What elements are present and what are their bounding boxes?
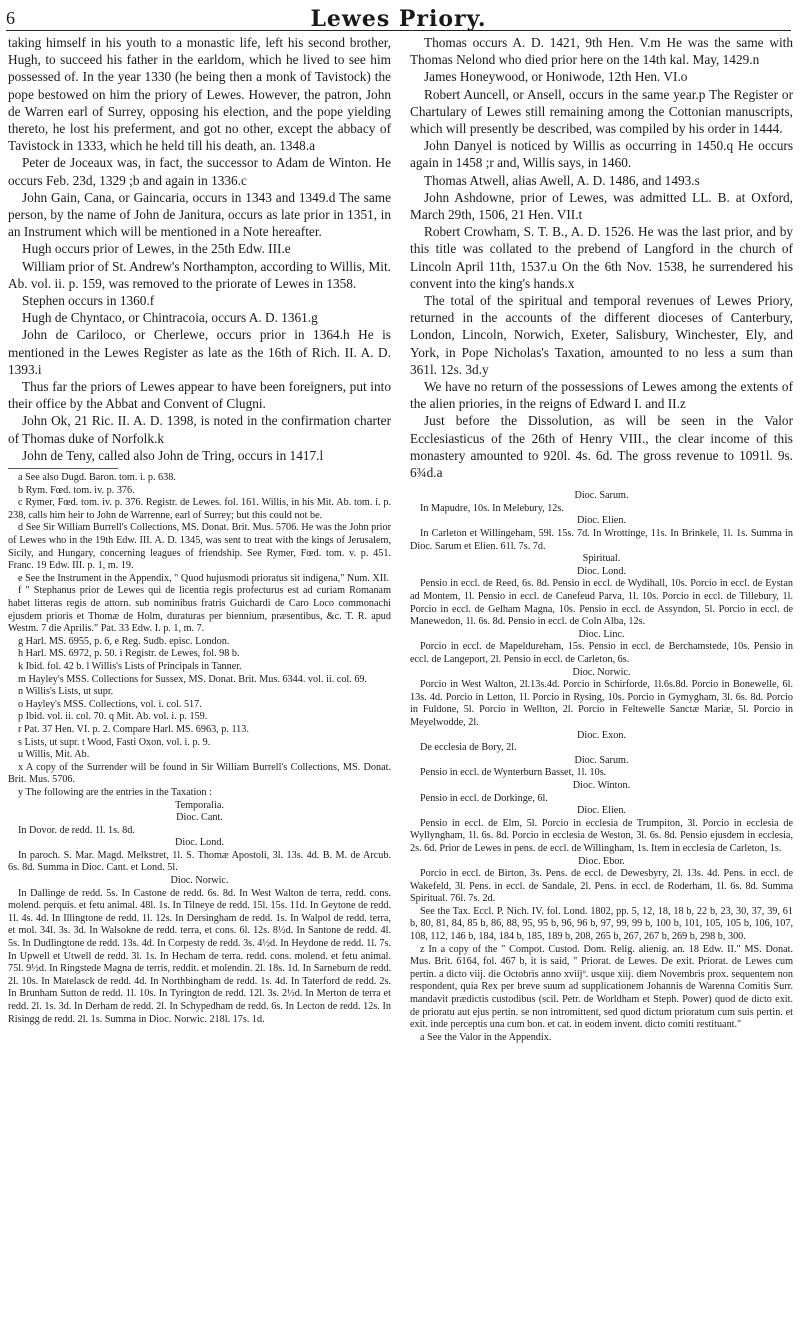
- taxation-entry: In Mapudre, 10s. In Melebury, 12s.: [420, 502, 564, 514]
- taxation-entry: In Dallinge de redd. 5s. In Castone de redd. 6s. 8d. In West Walton de terra, redd. cons. molend. perquis. et fetu animal. 48l. 1s. In Tilneye de redd. 15l. 15s. 11d. In Geytone de redd. 1l. 4s. 4d. In Illingtone de redd. 1l. 12s. In Dersingham de redd. 1s. In Walpol de redd. terra, et mol. 34l. 3s. 3d. In Walsokne de redd. terra, et cons. 6l. 12s. 8½d. In Santone de redd. 4l. 5s. In Dudlingtone de redd. 13s. 4d. In Corpesty de redd. 3s. 4½d. In Heydone de redd. 1l. 7s. In Upwell et Utwell de redd. 3l. 1s. In Hecham de terra. redd. cons. molend. et fetu animal. 75l. 9½d. In Ringstede Magna de terris, reddit. et molendin. 2l. 18s. 1d. In Sarneburn de redd. 2l. 10s. In Matelasck de redd. 4d. In Northbingham de redd. 1s. 4d. In Taterford de redd. 2s. In Brunham Sutton de redd. 1l. 10s. In Tyrington de redd. 12l. 3s. 2½d. In Merton de terra et redd. 2l. 1s. 3d. In Derham de redd. 2l. In Schypedham de redd. 6s. In Lecton de redd. 12s. In Risingg de redd. 2l. 1s. Summa in Dioc. Norwic. 218l. 17s. 1d.: [8, 887, 391, 1025]
- right-column: [410, 34, 793, 1044]
- taxation-heading: Dioc. Norwic.: [170, 875, 229, 887]
- paragraph: Hugh de Chyntaco, or Chintracoia, occurs A. D. 1361.g: [22, 310, 318, 326]
- paragraph: John de Cariloco, or Cherlewe, occurs prior in 1364.h He is mentioned in the Lewes Register as late as the 16th of Rich. II. A. D. 1393.i: [8, 327, 391, 377]
- paragraph: John Danyel is noticed by Willis as occurring in 1450.q He occurs again in 1458 ;r and, Willis says, in 1460.: [410, 138, 793, 171]
- paragraph: Robert Crowham, S. T. B., A. D. 1526. He was the last prior, and by this title was collated to the prebend of Langford in the church of Lincoln April 11th, 1537.u On the 6th Nov. 1538, he surrendered his convent into the king's hands.x: [410, 224, 793, 291]
- paragraph: Thomas occurs A. D. 1421, 9th Hen. V.m He was the same with Thomas Nelond who died prior here on the 14th kal. May, 1429.n: [410, 35, 793, 68]
- taxation-heading: Dioc. Exon.: [577, 729, 626, 741]
- taxation-entry: a See the Valor in the Appendix.: [420, 1031, 552, 1043]
- page-header: [6, 8, 791, 31]
- paragraph: taking himself in his youth to a monastic life, left his second brother, Hugh, to succeed his father in the earldom, which he lived to see him possessed of. In the year 1330 (he being then a monk of Tavistock) the pope bestowed on him the priory of Lewes. However, the patron, John de Warren earl of Surrey, opposing his election, and the pope yielding thereto, he lost his preferment, and got no other, except the abbacy of Tavistock in 1333, which he held till his death, an. 1348.a: [8, 35, 391, 154]
- taxation-entry: See the Tax. Eccl. P. Nich. IV. fol. Lond. 1802, pp. 5, 12, 18, 18 b, 22 b, 23, 30, 37, 39, 61 b, 80, 81, 84, 85 b, 86, 88, 95, 95 b, 96, 96 b, 97, 99, 99 b, 100 b, 101, 105, 105 b, 106, 107, 108, 112, 146 b, 184, 184 b, 185, 189 b, 208, 265 b, 267, 267 b, 269 b, 298 b, 300.: [410, 905, 793, 943]
- footnote: k Ibid. fol. 42 b. l Willis's Lists of Principals in Tanner.: [18, 660, 242, 672]
- taxation-heading: Dioc. Elien.: [577, 805, 626, 817]
- taxation-entry: Pensio in eccl. de Reed, 6s. 8d. Pensio in eccl. de Wydihall, 10s. Porcio in eccl. de Eystan ad Montem, 1l. Pensio in eccl. de Canefeud Parva, 1l. 10s. Porcio in eccl. de Tillebury, 1l. Porcio in eccl. de Gelham Magna, 10s. Pensio in eccl. de Assyndon, 5l. Porcio in eccl. de Manewedon, 1l. 6s. 8d. Pensio in eccl. de Coln Alba, 12s.: [410, 578, 793, 628]
- footnote: f " Stephanus prior de Lewes qui de licentia regis profecturus est ad curiam Romanam habet litteras regis de attorn. sub nominibus fratris Guichardi de Caro Loco commonachi ejusdem prioris et Thomæ de Holm, duraturas per biennium, præsentibus, &c. T. R. apud Westm. 7 die Aprilis." Pat. 33 Edw. I. p. 1, m. 7.: [8, 585, 391, 635]
- taxation-temporalia: [8, 800, 391, 1027]
- footnote: y The following are the entries in the Taxation :: [18, 786, 212, 798]
- footnote: o Hayley's MSS. Collections, vol. i. col. 517.: [18, 698, 202, 710]
- paragraph: John Gain, Cana, or Gaincaria, occurs in 1343 and 1349.d The same person, by the name of John de Janitura, occurs as late prior in 1351, in an Instrument which will be mentioned in a Note hereafter.: [8, 189, 391, 240]
- footnote-rule: [8, 468, 118, 469]
- footnote: b Rym. Fœd. tom. iv. p. 376.: [18, 484, 135, 496]
- taxation-entry: Pensio in eccl. de Wynterburn Basset, 1l. 10s.: [420, 767, 607, 779]
- right-main-text: [410, 34, 793, 481]
- running-head: Lewes Priory.: [310, 6, 487, 32]
- taxation-entry: Porcio in West Walton, 2l.13s.4d. Porcio in Schirforde, 1l.6s.8d. Porcio in Bonewelle, 6l. 13s. 4d. Porcio in Letton, 1l. Porcio in Rysing, 10s. Porcio in Gymygham, 3l. 6s. 8d. Porcio in Fuldone, 5l. Porcio in Wellton, 2l. Porcio in Feltewelle Sanctæ Mariæ, 5l. Porcio in Meyelwodde, 2l.: [410, 679, 793, 728]
- taxation-entry: De ecclesia de Bory, 2l.: [420, 742, 517, 754]
- right-footnotes: [410, 490, 793, 1044]
- footnote: s Lists, ut supr. t Wood, Fasti Oxon. vol. i. p. 9.: [18, 736, 211, 748]
- footnote: a See also Dugd. Baron. tom. i. p. 638.: [18, 472, 176, 484]
- paragraph: John Ashdowne, prior of Lewes, was admitted LL. B. at Oxford, March 29th, 1506, 21 Hen. VII.t: [410, 189, 793, 223]
- taxation-heading: Dioc. Elien.: [577, 515, 626, 527]
- taxation-entry: In paroch. S. Mar. Magd. Melkstret, 1l. S. Thomæ Apostoli, 3l. 13s. 4d. B. M. de Arcub. 6s. 8d. Summa in Dioc. Cant. et Lond. 5l.: [8, 849, 391, 874]
- taxation-heading: Dioc. Ebor.: [578, 855, 625, 867]
- taxation-heading: Dioc. Linc.: [578, 628, 625, 640]
- taxation-heading: Dioc. Sarum.: [574, 754, 629, 766]
- footnote: p Ibid. vol. ii. col. 70. q Mit. Ab. vol. i. p. 159.: [18, 711, 208, 723]
- taxation-heading: Dioc. Lond.: [175, 837, 224, 849]
- taxation-heading: Dioc. Winton.: [572, 779, 631, 791]
- paragraph: Thus far the priors of Lewes appear to have been foreigners, put into their office by the Abbat and Convent of Clugni.: [8, 379, 391, 412]
- paragraph: Thomas Atwell, alias Awell, A. D. 1486, and 1493.s: [424, 172, 700, 188]
- taxation-heading: Dioc. Cant.: [176, 812, 223, 824]
- taxation-entry: Porcio in eccl. de Mapeldureham, 15s. Pensio in eccl. de Berchamstede, 10s. Pensio in eccl. de Langeport, 2l. Pensio in eccl. de Carleton, 6s.: [410, 641, 793, 665]
- footnote: g Harl. MS. 6955, p. 6, e Reg. Sudb. episc. London.: [18, 635, 230, 647]
- footnote: d See Sir William Burrell's Collections, MS. Donat. Brit. Mus. 5706. He was the John prior of Lewes who in the 19th Edw. III. A. D. 1345, was sent to treat with the kings of Jerusalem, Sicily, and Hungary, concerning leagues of friendship. See Rymer, Fœd. tom. v. p. 451. Franc. 19 Edw. III. p. 1, m. 19.: [8, 522, 391, 572]
- paragraph: Hugh occurs prior of Lewes, in the 25th Edw. III.e: [22, 241, 291, 257]
- taxation-entry: In Dovor. de redd. 1l. 1s. 8d.: [18, 824, 135, 836]
- footnote: r Pat. 37 Hen. VI. p. 2. Compare Harl. MS. 6963, p. 113.: [18, 723, 249, 735]
- paragraph: We have no return of the possessions of Lewes among the extents of the alien priories, in the reigns of Edward I. and II.z: [410, 379, 793, 412]
- taxation-entry: Pensio in eccl. de Elm, 5l. Porcio in ecclesia de Trumpiton, 3l. Porcio in ecclesia de Wyllyngham, 1l. 6s. 8d. Porcio in ecclesia de Weston, 3l. 6s. 8d. Pensio ejusdem in ecclesia, 2s. 6d. Prior de Lewes in pens. de eccl. de Willingham, 1s. Item in ecclesia de Carleton, 1s.: [410, 817, 793, 854]
- taxation-heading: Dioc. Lond.: [577, 565, 626, 577]
- taxation-entry: In Carleton et Willingeham, 59l. 15s. 7d. In Wrottinge, 11s. In Brinkele, 1l. 1s. Summa in Dioc. Sarum et Elien. 61l. 7s. 7d.: [410, 528, 793, 552]
- paragraph: The total of the spiritual and temporal revenues of Lewes Priory, returned in the accounts of the different dioceses of Canterbury, London, Lincoln, Norwich, Exeter, Salisbury, Winchester, Ely, and York, in Pope Nicholas's Taxation, amounted to no less a sum than 361l. 12s. 3d.y: [410, 293, 793, 377]
- footnote: n Willis's Lists, ut supr.: [18, 686, 114, 698]
- paragraph: John de Teny, called also John de Tring, occurs in 1417.l: [22, 447, 324, 463]
- paragraph: James Honeywood, or Honiwode, 12th Hen. VI.o: [424, 69, 688, 85]
- paragraph: Robert Auncell, or Ansell, occurs in the same year.p The Register or Chartulary of Lewes still remaining among the Cottonian manuscripts, which will presently be described, was compiled by his order in 1444.: [410, 86, 793, 137]
- taxation-heading: Dioc. Norwic.: [572, 666, 631, 678]
- footnote: x A copy of the Surrender will be found in Sir William Burrell's Collections, MS. Donat. Brit. Mus. 5706.: [8, 761, 391, 786]
- paragraph: Peter de Joceaux was, in fact, the successor to Adam de Winton. He occurs Feb. 23d, 1329 ;b and again in 1336.c: [8, 155, 391, 188]
- left-footnotes: [8, 472, 391, 799]
- paragraph: William prior of St. Andrew's Northampton, according to Willis, Mit. Ab. vol. ii. p. 159, was removed to the priorate of Lewes in 1358.: [8, 258, 391, 291]
- taxation-heading: Temporalia.: [175, 799, 224, 811]
- taxation-entry: z In a copy of the " Compot. Custod. Dom. Relig. alienig. an. 18 Edw. II." MS. Donat. Mus. Brit. 6164, fol. 467 b, it is said, " Priorat. de Lewes. De exit. Priorat. de Lewes cum pertin. a dicto viij. die Octobris anno xviijº. usque xiij. diem Novembris prox. sequentem non respondent, quia Rex per breve suum ad supplicationem Johannis de Warenna Comitis Surr. mandavit prædictis custodibus (scil. Petr. de Worldham et Steph. Power) quod de dicto exit. de prioratu aut ejus pertin. se non intromittent, sed quod dictum prioratum cum suis pertin. et exit. inde perceptis una cum bon. et cat. in eodem invent. dicto comiti restituant.": [410, 943, 793, 1031]
- footnote: e See the Instrument in the Appendix, " Quod hujusmodi prioratus sit indigena," Num. XII.: [18, 572, 390, 584]
- taxation-entry: Pensio in eccl. de Dorkinge, 6l.: [420, 792, 548, 804]
- left-main-text: [8, 34, 391, 464]
- footnote: h Harl. MS. 6972, p. 50. i Registr. de Lewes, fol. 98 b.: [18, 648, 240, 660]
- page-number: 6: [6, 8, 15, 28]
- taxation-heading: Spiritual.: [582, 553, 621, 565]
- footnote: m Hayley's MSS. Collections for Sussex, MS. Donat. Brit. Mus. 6344. vol. ii. col. 69.: [18, 673, 368, 685]
- footnote: c Rymer, Fœd. tom. iv. p. 376. Registr. de Lewes. fol. 161. Willis, in his Mit. Ab. tom. i. p. 238, calls him heir to John de Warrenne, earl of Surrey; but this could not be.: [8, 497, 391, 521]
- taxation-entry: Porcio in eccl. de Birton, 3s. Pens. de eccl. de Dewesbyry, 2l. 13s. 4d. Pens. in eccl. de Wakefeld, 3l. Pens. in eccl. de Sandale, 2l. Pens. in eccl. de Roderham, 1l. 6s. 8d. Summa Spiritual. 76l. 7s. 2d.: [410, 868, 793, 905]
- paragraph: Just before the Dissolution, as will be seen in the Valor Ecclesiasticus of the 26th of Henry VIII., the clear income of this monastery amounted to 920l. 4s. 6d. The gross revenue to 1091l. 9s. 6¾d.a: [410, 413, 793, 481]
- footnote: u Willis, Mit. Ab.: [18, 749, 90, 761]
- paragraph: John Ok, 21 Ric. II. A. D. 1398, is noted in the confirmation charter of Thomas duke of Norfolk.k: [8, 413, 391, 446]
- paragraph: Stephen occurs in 1360.f: [22, 293, 155, 309]
- left-column: [8, 34, 391, 1026]
- taxation-heading: Dioc. Sarum.: [574, 490, 629, 502]
